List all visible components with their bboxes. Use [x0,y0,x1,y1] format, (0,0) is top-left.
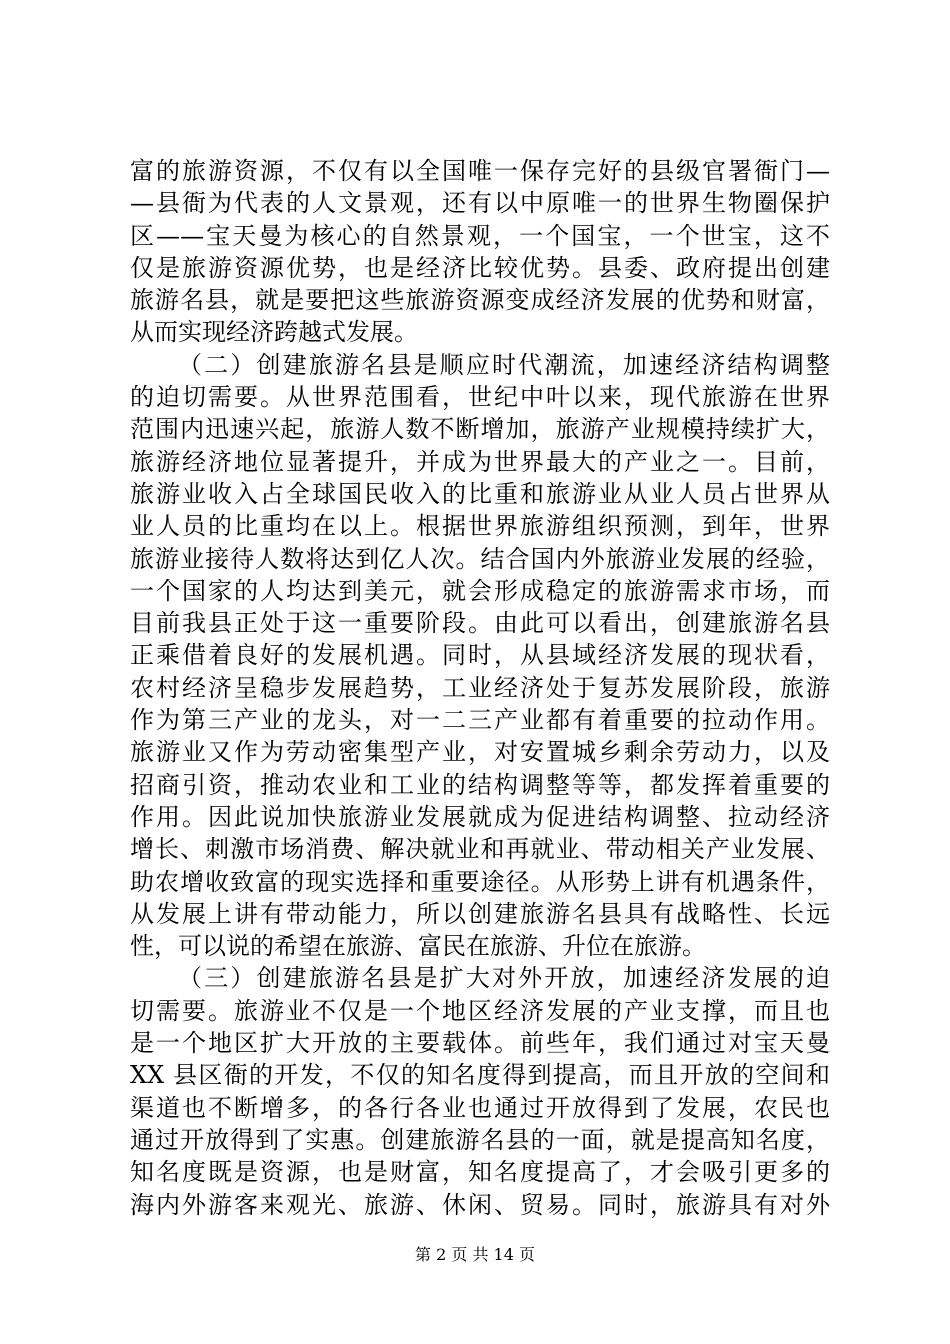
text-line: 性，可以说的希望在旅游、富民在旅游、升位在旅游。 [130,932,706,961]
text-line: 助农增收致富的现实选择和重要途径。从形势上讲有机遇条件， [130,867,830,896]
text-line: 从发展上讲有带动能力，所以创建旅游名县具有战略性、长远 [130,899,830,928]
text-line: 是一个地区扩大开放的主要载体。前些年，我们通过对宝天曼 [130,1029,830,1058]
text-line: XX 县区衙的开发，不仅的知名度得到提高，而且开放的空间和 [130,1061,830,1090]
text-line: 旅游业又作为劳动密集型产业，对安置城乡剩余劳动力，以及 [130,738,830,767]
text-line: —县衙为代表的人文景观，还有以中原唯一的世界生物圈保护 [130,189,830,218]
text-line: 招商引资，推动农业和工业的结构调整等等，都发挥着重要的 [130,770,830,799]
text-line: 业人员的比重均在以上。根据世界旅游组织预测，到年，世界 [130,512,830,541]
text-line: 范围内迅速兴起，旅游人数不断增加，旅游产业规模持续扩大， [130,415,830,444]
text-line: 旅游名县，就是要把这些旅游资源变成经济发展的优势和财富， [130,286,830,315]
text-line: 目前我县正处于这一重要阶段。由此可以看出，创建旅游名县 [130,609,830,638]
text-line: 富的旅游资源，不仅有以全国唯一保存完好的县级官署衙门— [130,157,830,185]
text-line: 旅游业收入占全球国民收入的比重和旅游业从业人员占世界从 [130,479,830,508]
page-number-footer: 第 2 页 共 14 页 [415,1245,535,1264]
text-line: 作为第三产业的龙头，对一二三产业都有着重要的拉动作用。 [130,706,830,735]
text-line: 的迫切需要。从世界范围看，世纪中叶以来，现代旅游在世界 [130,383,830,412]
text-line: 区——宝天曼为核心的自然景观，一个国宝，一个世宝，这不 [130,221,830,250]
text-line: 切需要。旅游业不仅是一个地区经济发展的产业支撑，而且也 [130,996,830,1025]
text-line: 通过开放得到了实惠。创建旅游名县的一面，就是提高知名度， [130,1125,830,1154]
text-line: 从而实现经济跨越式发展。 [130,318,418,347]
text-line: 仅是旅游资源优势，也是经济比较优势。县委、政府提出创建 [130,253,830,282]
text-line: 农村经济呈稳步发展趋势，工业经济处于复苏发展阶段，旅游 [130,673,830,702]
text-line: 海内外游客来观光、旅游、休闲、贸易。同时，旅游具有对外 [130,1190,830,1219]
paragraph-start-line: （三）创建旅游名县是扩大对外开放，加速经济发展的迫 [178,964,830,993]
text-line: 一个国家的人均达到美元，就会形成稳定的旅游需求市场，而 [130,576,830,605]
text-line: 知名度既是资源，也是财富，知名度提高了，才会吸引更多的 [130,1158,830,1187]
text-line: 正乘借着良好的发展机遇。同时，从县域经济发展的现状看， [130,641,830,670]
text-line: 渠道也不断增多，的各行各业也通过开放得到了发展，农民也 [130,1093,830,1122]
body-text [130,155,830,1221]
text-line: 增长、刺激市场消费、解决就业和再就业、带动相关产业发展、 [130,835,830,864]
text-line: 旅游业接待人数将达到亿人次。结合国内外旅游业发展的经验， [130,544,830,573]
text-line: 旅游经济地位显著提升，并成为世界最大的产业之一。目前， [130,447,830,476]
paragraph-start-line: （二）创建旅游名县是顺应时代潮流，加速经济结构调整 [178,350,830,379]
text-line: 作用。因此说加快旅游业发展就成为促进结构调整、拉动经济 [130,802,830,831]
